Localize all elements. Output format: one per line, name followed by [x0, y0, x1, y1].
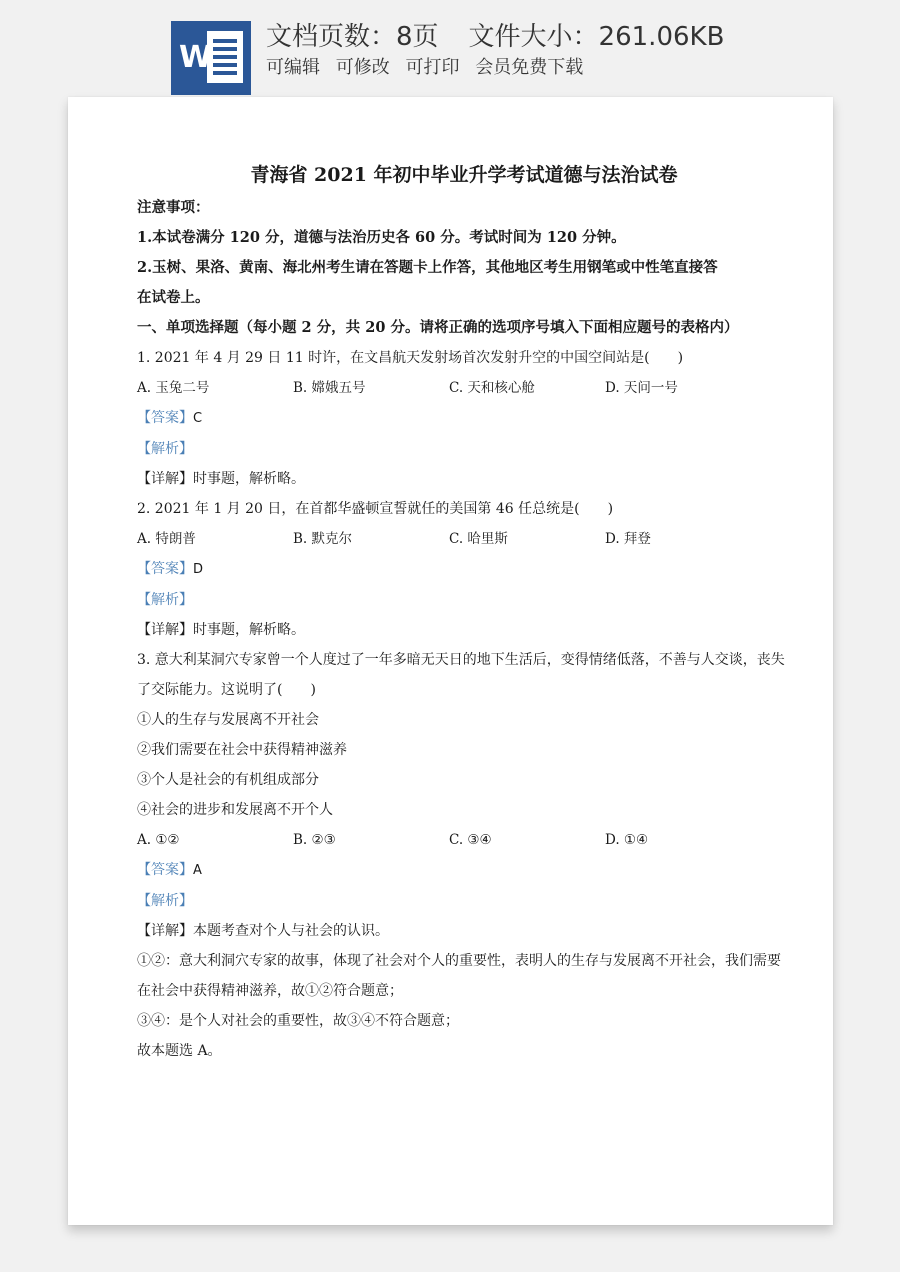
question-3-stem: 3. 意大利某洞穴专家曾一个人度过了一年多暗无天日的地下生活后，变得情绪低落，不善与人交谈，丧失	[137, 652, 785, 668]
question-2-stem: 2. 2021 年 1 月 20 日，在首都华盛顿宣誓就任的美国第 46 任总统是( )	[137, 501, 614, 517]
feature-printable: 可打印	[405, 57, 460, 78]
q3-analysis: 【解析】	[137, 893, 193, 909]
document-page	[68, 97, 833, 1225]
q3-detail: 【详解】本题考查对个人与社会的认识。	[137, 923, 389, 939]
question-1-options	[137, 373, 777, 403]
q2-analysis: 【解析】	[137, 592, 193, 608]
question-3-options	[137, 825, 777, 855]
word-document-icon: W	[171, 21, 251, 95]
q3-option-b: B. ②③	[293, 832, 336, 848]
q3-item-1: ①人的生存与发展离不开社会	[137, 712, 319, 728]
q2-option-a: A. 特朗普	[137, 531, 196, 547]
page-count: 文档页数：8页	[266, 22, 439, 52]
file-size: 文件大小：261.06KB	[468, 22, 725, 52]
document-title: 青海省 2021 年初中毕业升学考试道德与法治试卷	[250, 164, 678, 186]
feature-editable: 可编辑	[266, 57, 320, 78]
question-1-stem: 1. 2021 年 4 月 29 日 11 时许，在文昌航天发射场首次发射升空的中国空间站是( )	[137, 350, 684, 366]
q3-item-2: ②我们需要在社会中获得精神滋养	[137, 742, 347, 758]
q1-analysis: 【解析】	[137, 441, 193, 457]
q1-answer: 【答案】C	[137, 410, 203, 426]
q3-explanation-1: ①②：意大利洞穴专家的故事，体现了社会对个人的重要性，表明人的生存与发展离不开社会，我们需要	[137, 953, 781, 969]
feature-list	[266, 56, 593, 80]
file-info	[266, 20, 724, 54]
question-2-options	[137, 524, 777, 554]
q3-option-a: A. ①②	[137, 832, 180, 848]
feature-member-download: 会员免费下载	[475, 57, 584, 78]
q1-option-b: B. 嫦娥五号	[293, 380, 366, 396]
question-3-stem-cont: 了交际能力。这说明了( )	[137, 682, 316, 698]
notice-heading: 注意事项：	[137, 199, 210, 216]
q3-answer: 【答案】A	[137, 862, 202, 878]
header	[0, 0, 900, 96]
q3-item-3: ③个人是社会的有机组成部分	[137, 772, 319, 788]
q3-item-4: ④社会的进步和发展离不开个人	[137, 802, 333, 818]
q3-option-d: D. ①④	[605, 832, 649, 848]
q1-option-a: A. 玉兔二号	[137, 380, 210, 396]
q3-explanation-1-cont: 在社会中获得精神滋养，故①②符合题意；	[137, 983, 403, 999]
notice-2-cont: 在试卷上。	[137, 289, 210, 306]
q2-option-c: C. 哈里斯	[449, 531, 508, 547]
q3-conclusion: 故本题选 A。	[137, 1043, 222, 1059]
q2-option-d: D. 拜登	[605, 531, 651, 547]
notice-1: 1.本试卷满分 120 分，道德与法治历史各 60 分。考试时间为 120 分钟。	[137, 229, 626, 246]
q3-option-c: C. ③④	[449, 832, 492, 848]
q2-option-b: B. 默克尔	[293, 531, 353, 547]
q2-answer: 【答案】D	[137, 561, 204, 577]
q2-detail: 【详解】时事题，解析略。	[137, 622, 305, 638]
q1-option-d: D. 天问一号	[605, 380, 678, 396]
q3-explanation-2: ③④：是个人对社会的重要性，故③④不符合题意；	[137, 1013, 459, 1029]
q1-detail: 【详解】时事题，解析略。	[137, 471, 305, 487]
document-content	[137, 159, 785, 1066]
q1-option-c: C. 天和核心舱	[449, 380, 535, 396]
section-heading: 一、单项选择题（每小题 2 分，共 20 分。请将正确的选项序号填入下面相应题号的表格内）	[137, 319, 739, 336]
notice-2: 2.玉树、果洛、黄南、海北州考生请在答题卡上作答，其他地区考生用钢笔或中性笔直接答	[137, 259, 718, 276]
feature-modifiable: 可修改	[335, 57, 390, 78]
